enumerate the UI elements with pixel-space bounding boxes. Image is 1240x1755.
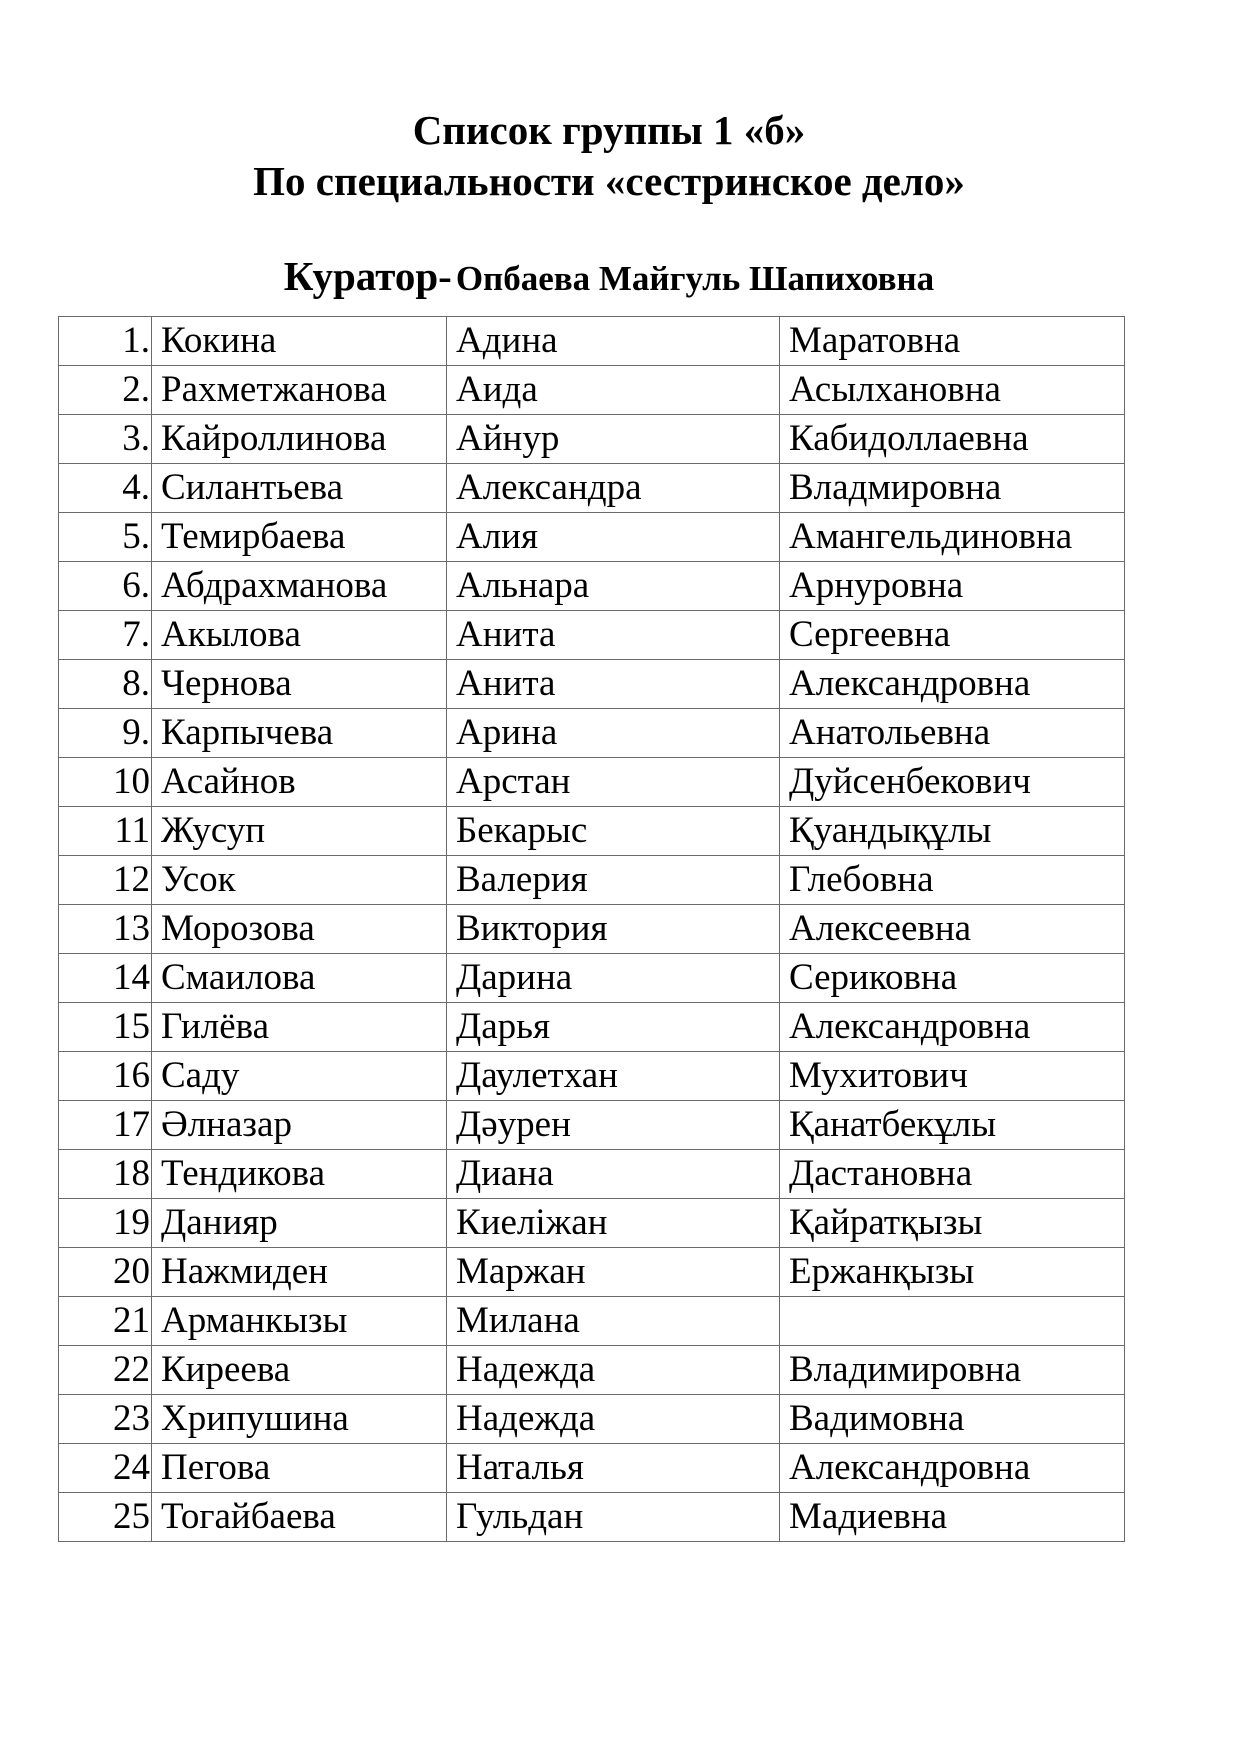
row-number: 24 bbox=[59, 1444, 152, 1493]
row-number: 14 bbox=[59, 954, 152, 1003]
row-number: 17 bbox=[59, 1101, 152, 1150]
surname-cell: Темирбаева bbox=[152, 513, 447, 562]
row-number: 20 bbox=[59, 1248, 152, 1297]
first-name-cell: Альнара bbox=[447, 562, 780, 611]
row-number: 4. bbox=[59, 464, 152, 513]
surname-cell: Смаилова bbox=[152, 954, 447, 1003]
patronymic-cell: Дуйсенбекович bbox=[780, 758, 1125, 807]
table-row bbox=[59, 1199, 1125, 1248]
table-row bbox=[59, 1346, 1125, 1395]
patronymic-cell: Дастановна bbox=[780, 1150, 1125, 1199]
table-row bbox=[59, 905, 1125, 954]
first-name-cell: Анита bbox=[447, 660, 780, 709]
patronymic-cell: Александровна bbox=[780, 1444, 1125, 1493]
patronymic-cell: Ержанқызы bbox=[780, 1248, 1125, 1297]
row-number: 21 bbox=[59, 1297, 152, 1346]
table-row bbox=[59, 660, 1125, 709]
surname-cell: Тогайбаева bbox=[152, 1493, 447, 1542]
patronymic-cell: Александровна bbox=[780, 1003, 1125, 1052]
row-number: 11 bbox=[59, 807, 152, 856]
table-row bbox=[59, 954, 1125, 1003]
patronymic-cell: Кабидоллаевна bbox=[780, 415, 1125, 464]
first-name-cell: Айнур bbox=[447, 415, 780, 464]
table-row bbox=[59, 415, 1125, 464]
first-name-cell: Дәурен bbox=[447, 1101, 780, 1150]
table-row bbox=[59, 1150, 1125, 1199]
row-number: 23 bbox=[59, 1395, 152, 1444]
table-row bbox=[59, 1248, 1125, 1297]
row-number: 18 bbox=[59, 1150, 152, 1199]
first-name-cell: Маржан bbox=[447, 1248, 780, 1297]
first-name-cell: Милана bbox=[447, 1297, 780, 1346]
patronymic-cell: Анатольевна bbox=[780, 709, 1125, 758]
first-name-cell: Даулетхан bbox=[447, 1052, 780, 1101]
table-row bbox=[59, 562, 1125, 611]
patronymic-cell: Владмировна bbox=[780, 464, 1125, 513]
row-number: 3. bbox=[59, 415, 152, 464]
table-row bbox=[59, 464, 1125, 513]
surname-cell: Асайнов bbox=[152, 758, 447, 807]
patronymic-cell: Мухитович bbox=[780, 1052, 1125, 1101]
patronymic-cell: Амангельдиновна bbox=[780, 513, 1125, 562]
table-row bbox=[59, 366, 1125, 415]
row-number: 7. bbox=[59, 611, 152, 660]
patronymic-cell bbox=[780, 1297, 1125, 1346]
student-roster-table bbox=[58, 316, 1125, 1542]
table-row bbox=[59, 758, 1125, 807]
table-row bbox=[59, 807, 1125, 856]
patronymic-cell: Қанатбекұлы bbox=[780, 1101, 1125, 1150]
first-name-cell: Александра bbox=[447, 464, 780, 513]
first-name-cell: Дарья bbox=[447, 1003, 780, 1052]
surname-cell: Хрипушина bbox=[152, 1395, 447, 1444]
patronymic-cell: Сериковна bbox=[780, 954, 1125, 1003]
first-name-cell: Гульдан bbox=[447, 1493, 780, 1542]
patronymic-cell: Мадиевна bbox=[780, 1493, 1125, 1542]
surname-cell: Нажмиден bbox=[152, 1248, 447, 1297]
patronymic-cell: Алексеевна bbox=[780, 905, 1125, 954]
table-row bbox=[59, 856, 1125, 905]
surname-cell: Чернова bbox=[152, 660, 447, 709]
first-name-cell: Адина bbox=[447, 317, 780, 366]
row-number: 9. bbox=[59, 709, 152, 758]
surname-cell: Акылова bbox=[152, 611, 447, 660]
row-number: 13 bbox=[59, 905, 152, 954]
patronymic-cell: Вадимовна bbox=[780, 1395, 1125, 1444]
surname-cell: Кокина bbox=[152, 317, 447, 366]
table-row bbox=[59, 317, 1125, 366]
first-name-cell: Киеліжан bbox=[447, 1199, 780, 1248]
patronymic-cell: Владимировна bbox=[780, 1346, 1125, 1395]
first-name-cell: Надежда bbox=[447, 1395, 780, 1444]
surname-cell: Пегова bbox=[152, 1444, 447, 1493]
row-number: 22 bbox=[59, 1346, 152, 1395]
patronymic-cell: Қайратқызы bbox=[780, 1199, 1125, 1248]
row-number: 19 bbox=[59, 1199, 152, 1248]
surname-cell: Гилёва bbox=[152, 1003, 447, 1052]
curator-name: Опбаева Майгуль Шапиховна bbox=[455, 259, 935, 298]
row-number: 16 bbox=[59, 1052, 152, 1101]
first-name-cell: Бекарыс bbox=[447, 807, 780, 856]
table-row bbox=[59, 1003, 1125, 1052]
table-row bbox=[59, 611, 1125, 660]
first-name-cell: Валерия bbox=[447, 856, 780, 905]
patronymic-cell: Асылхановна bbox=[780, 366, 1125, 415]
surname-cell: Абдрахманова bbox=[152, 562, 447, 611]
surname-cell: Киреева bbox=[152, 1346, 447, 1395]
surname-cell: Силантьева bbox=[152, 464, 447, 513]
page-subtitle: По специальности «сестринское дело» bbox=[253, 158, 965, 204]
patronymic-cell: Арнуровна bbox=[780, 562, 1125, 611]
table-row bbox=[59, 709, 1125, 758]
first-name-cell: Аида bbox=[447, 366, 780, 415]
table-row bbox=[59, 1052, 1125, 1101]
table-row bbox=[59, 1493, 1125, 1542]
surname-cell: Тендикова bbox=[152, 1150, 447, 1199]
patronymic-cell: Маратовна bbox=[780, 317, 1125, 366]
row-number: 6. bbox=[59, 562, 152, 611]
row-number: 1. bbox=[59, 317, 152, 366]
page-title: Список группы 1 «б» bbox=[412, 107, 806, 153]
surname-cell: Данияр bbox=[152, 1199, 447, 1248]
first-name-cell: Арина bbox=[447, 709, 780, 758]
patronymic-cell: Глебовна bbox=[780, 856, 1125, 905]
curator-line bbox=[0, 252, 1218, 310]
first-name-cell: Диана bbox=[447, 1150, 780, 1199]
surname-cell: Морозова bbox=[152, 905, 447, 954]
patronymic-cell: Александровна bbox=[780, 660, 1125, 709]
table-row bbox=[59, 1395, 1125, 1444]
first-name-cell: Дарина bbox=[447, 954, 780, 1003]
row-number: 15 bbox=[59, 1003, 152, 1052]
first-name-cell: Анита bbox=[447, 611, 780, 660]
roster-body bbox=[59, 317, 1125, 1542]
surname-cell: Карпычева bbox=[152, 709, 447, 758]
row-number: 25 bbox=[59, 1493, 152, 1542]
surname-cell: Усок bbox=[152, 856, 447, 905]
row-number: 5. bbox=[59, 513, 152, 562]
curator-label: Куратор- bbox=[283, 253, 452, 299]
table-row bbox=[59, 1297, 1125, 1346]
row-number: 10 bbox=[59, 758, 152, 807]
first-name-cell: Алия bbox=[447, 513, 780, 562]
first-name-cell: Надежда bbox=[447, 1346, 780, 1395]
surname-cell: Арманкызы bbox=[152, 1297, 447, 1346]
row-number: 8. bbox=[59, 660, 152, 709]
first-name-cell: Арстан bbox=[447, 758, 780, 807]
patronymic-cell: Сергеевна bbox=[780, 611, 1125, 660]
first-name-cell: Виктория bbox=[447, 905, 780, 954]
patronymic-cell: Қуандықұлы bbox=[780, 807, 1125, 856]
row-number: 2. bbox=[59, 366, 152, 415]
table-row bbox=[59, 513, 1125, 562]
surname-cell: Рахметжанова bbox=[152, 366, 447, 415]
surname-cell: Саду bbox=[152, 1052, 447, 1101]
surname-cell: Жусуп bbox=[152, 807, 447, 856]
table-row bbox=[59, 1101, 1125, 1150]
first-name-cell: Наталья bbox=[447, 1444, 780, 1493]
table-row bbox=[59, 1444, 1125, 1493]
surname-cell: Әлназар bbox=[152, 1101, 447, 1150]
row-number: 12 bbox=[59, 856, 152, 905]
surname-cell: Кайроллинова bbox=[152, 415, 447, 464]
